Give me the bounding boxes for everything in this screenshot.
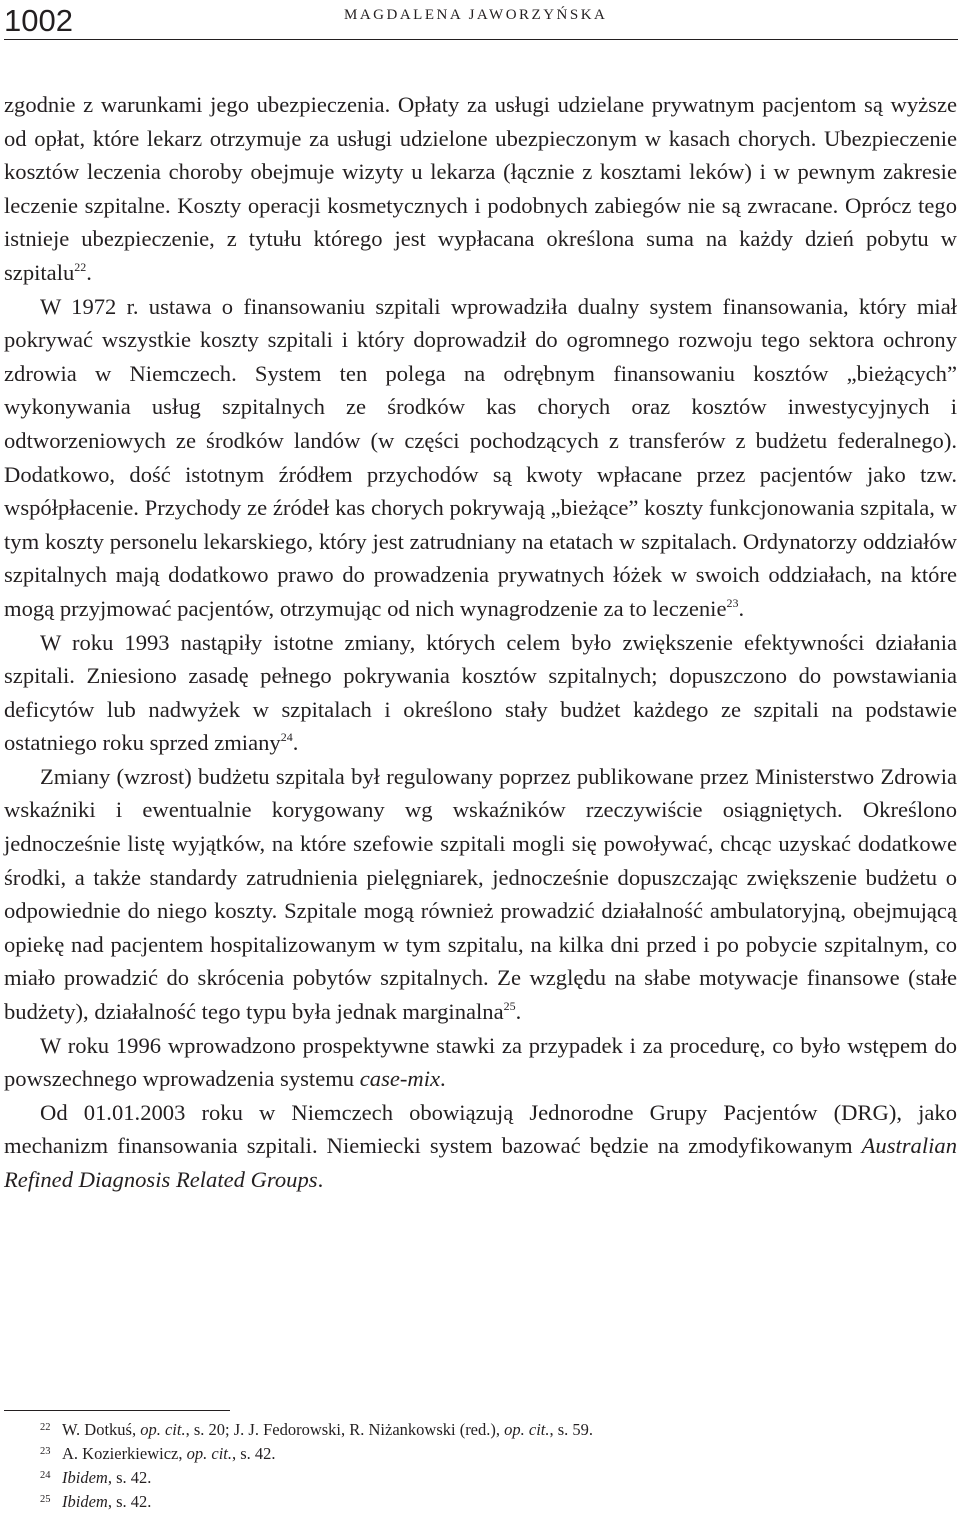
footnote-text xyxy=(62,1420,593,1439)
footnote-part: , s. 42. xyxy=(107,1492,152,1511)
footnote-number: 25 xyxy=(40,1494,51,1505)
paragraph-text: W roku 1996 wprowadzono prospektywne stawki za przypadek i za procedurę, co było wstępem do powszechnego wprowadzenia systemu xyxy=(4,1032,957,1092)
footnote-text xyxy=(62,1444,276,1463)
paragraph-1 xyxy=(4,88,957,290)
paragraph-text: Zmiany (wzrost) budżetu szpitala był regulowany poprzez publikowane przez Ministerstwo Zdrowia wskaźniki i ewentualnie korygowany wg wskaźników rzeczywiście osiągniętych. Określono jednocześnie listę wyjątków, na które szefowie szpitali mogli się powoływać, chcąc uzyskać dodatkowe środki, a także standardy zatrudnienia pielęgniarek, jednocześnie dopuszczając zwiększenie budżetu o odpowiednie do niego koszty. Szpitale mogą również prowadzić działalność ambulatoryjną, obejmującą opiekę nad pacjentem hospitalizowanym w tym szpitalu, na kilka dni przed i po pobycie szpitalnym, co miało prowadzić do skrócenia pobytów szpitalnych. Ze względu na słabe motywacje finansowe (stałe budżety), działalność tego typu była jednak marginalna xyxy=(4,763,957,1025)
paragraph-6 xyxy=(4,1096,957,1197)
footnote-part: , s. 42. xyxy=(107,1468,152,1487)
footnote-text xyxy=(62,1492,151,1511)
footnote-ref: 24 xyxy=(280,730,293,745)
paragraph-5 xyxy=(4,1029,957,1096)
page-header xyxy=(4,0,958,40)
paragraph-text: W 1972 r. ustawa o finansowaniu szpitali wprowadziła dualny system finansowania, który miał pokrywać wszystkie koszty szpitali i który doprowadził do ogromnego rozwoju tego sektora ochrony zdrowia w Niemczech. System ten polega na odrębnym finansowaniu kosztów „bieżących” wykonywania usług szpitalnych ze środków kas chorych oraz kosztów inwestycyjnych i odtworzeniowych ze środków landów (w części pochodzących z transferów z budżetu federalnego). Dodatkowo, dość istotnym źródłem przychodów są kwoty wpłacane przez pacjentów jako tzw. współpłacenie. Przychody ze źródeł kas chorych pokrywają „bieżące” koszty funkcjonowania szpitala, w tym koszty personelu lekarskiego, który jest zatrudniany na etatach w szpitalach. Ordynatorzy oddziałów szpitalnych mają dodatkowo prawo do prowadzenia prywatnych łóżek w swoich oddziałach, na które mogą przyjmować pacjentów, otrzymując od nich wynagrodzenie za to leczenie xyxy=(4,293,957,621)
italic-term: Australian Refined Diagnosis Related Groups xyxy=(4,1133,957,1192)
paragraph-2 xyxy=(4,290,957,626)
paragraph-tail: . xyxy=(292,730,299,756)
italic-term: case-mix xyxy=(359,1066,441,1092)
footnote-italic: op. cit. xyxy=(140,1420,186,1439)
footnote-25 xyxy=(40,1490,940,1514)
paragraph-text: zgodnie z warunkami jego ubezpieczenia. Opłaty za usługi udzielane prywatnym pacjentom są wyższe od opłat, które lekarz otrzymuje za usługi udzielone ubezpieczonym w kasach chorych. Ubezpieczenie kosztów leczenia choroby obejmuje wizyty u lekarza (łącznie z kosztami leków) i w pewnym zakresie leczenie szpitalne. Koszty operacji kosmetycznych i podobnych zabiegów nie są zwracane. Oprócz tego istnieje ubezpieczenie, z tytułu którego jest wypłacana określona suma na każdy dzień pobytu w szpitalu xyxy=(4,92,957,285)
footnote-rule xyxy=(4,1410,230,1411)
footnote-italic: Ibidem xyxy=(62,1492,108,1511)
paragraph-3 xyxy=(4,626,957,760)
paragraph-text: W roku 1993 nastąpiły istotne zmiany, których celem było zwiększenie efektywności działania szpitali. Zniesiono zasadę pełnego pokrywania kosztów szpitalnych; dopuszczono do powstawiania deficytów lub nadwyżek w szpitalach i określono stały budżet każdego ze szpitali na podstawie ostatniego roku sprzed zmiany xyxy=(4,629,957,756)
footnote-ref: 23 xyxy=(726,595,739,610)
footnote-24 xyxy=(40,1466,940,1490)
footnotes xyxy=(40,1418,940,1514)
footnote-part: , s. 20; J. J. Fedorowski, R. Niżankowski (red.), xyxy=(185,1420,505,1439)
footnote-23 xyxy=(40,1442,940,1466)
page-number: 1002 xyxy=(4,3,73,38)
paragraph-text: Od 01.01.2003 roku w Niemczech obowiązują Jednorodne Grupy Pacjentów (DRG), jako mechanizm finansowania szpitali. Niemiecki system bazować będzie na zmodyfikowanym xyxy=(4,1099,957,1159)
header-rule xyxy=(4,39,958,40)
footnote-part: W. Dotkuś, xyxy=(62,1420,141,1439)
paragraph-tail: . xyxy=(440,1066,446,1092)
footnote-number: 24 xyxy=(40,1470,51,1481)
footnote-part: , s. 59. xyxy=(549,1420,594,1439)
footnote-italic: Ibidem xyxy=(62,1468,108,1487)
paragraph-tail: . xyxy=(86,259,92,285)
paragraph-4 xyxy=(4,760,957,1029)
footnote-22 xyxy=(40,1418,940,1442)
footnote-part: A. Kozierkiewicz, xyxy=(62,1444,187,1463)
paragraph-tail: . xyxy=(738,595,745,621)
paragraph-tail: . xyxy=(317,1167,324,1192)
footnote-number: 22 xyxy=(40,1422,51,1433)
footnote-text xyxy=(62,1468,151,1487)
footnote-ref: 25 xyxy=(503,999,516,1014)
footnote-part: , s. 42. xyxy=(232,1444,276,1463)
footnote-ref: 22 xyxy=(74,259,87,274)
footnote-number: 23 xyxy=(40,1446,51,1457)
footnote-italic: op. cit. xyxy=(504,1420,550,1439)
paragraph-tail: . xyxy=(515,999,522,1025)
running-head: MAGDALENA JAWORZYŃSKA xyxy=(344,7,608,23)
body-text xyxy=(4,88,957,1197)
footnote-italic: op. cit. xyxy=(186,1444,232,1463)
